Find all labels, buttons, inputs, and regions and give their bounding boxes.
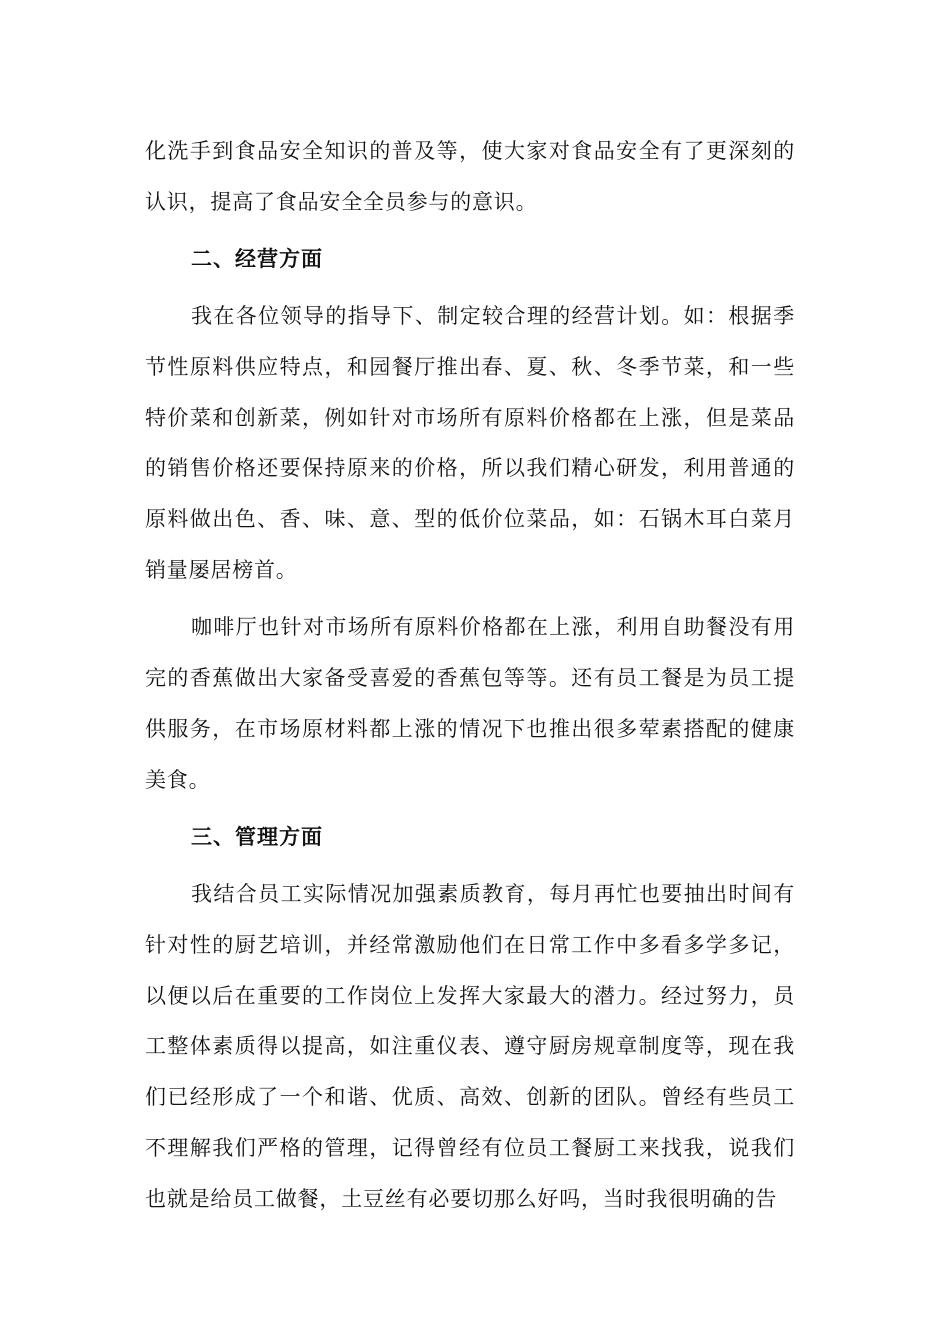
paragraph-food-safety-continuation: 化洗手到食品安全知识的普及等，使大家对食品安全有了更深刻的认识，提高了食品安全全员参与的意识。 bbox=[145, 139, 795, 214]
paragraph-operations-plan: 我在各位领导的指导下、制定较合理的经营计划。如：根据季节性原料供应特点，和园餐厅推出春、夏、秋、冬季节菜，和一些特价菜和创新菜，例如针对市场所有原料价格都在上涨，但是菜品的销售价格还要保持原来的价格，所以我们精心研发，利用普通的原料做出色、香、味、意、型的低价位菜品，如：石锅木耳白菜月销量屡居榜首。 bbox=[145, 303, 795, 583]
document-body bbox=[145, 126, 795, 1225]
paragraph-cafe-and-staff-meals: 咖啡厅也针对市场所有原料价格都在上涨，利用自助餐没有用完的香蕉做出大家备受喜爱的香蕉包等等。还有员工餐是为员工提供服务，在市场原材料都上涨的情况下也推出很多荤素搭配的健康美食。 bbox=[145, 615, 795, 792]
section-heading-operations: 二、经营方面 bbox=[191, 246, 323, 271]
paragraph-management-training: 我结合员工实际情况加强素质教育，每月再忙也要抽出时间有针对性的厨艺培训，并经常激励他们在日常工作中多看多学多记，以便以后在重要的工作岗位上发挥大家最大的潜力。经过努力，员工整体素质得以提高，如注重仪表、遵守厨房规章制度等，现在我们已经形成了一个和谐、优质、高效、创新的团队。曾经有些员工不理解我们严格的管理，记得曾经有位员工餐厨工来找我，说我们也就是给员工做餐，土豆丝有必要切那么好吗，当时我很明确的告 bbox=[145, 881, 795, 1212]
section-heading-management: 三、管理方面 bbox=[191, 824, 323, 849]
